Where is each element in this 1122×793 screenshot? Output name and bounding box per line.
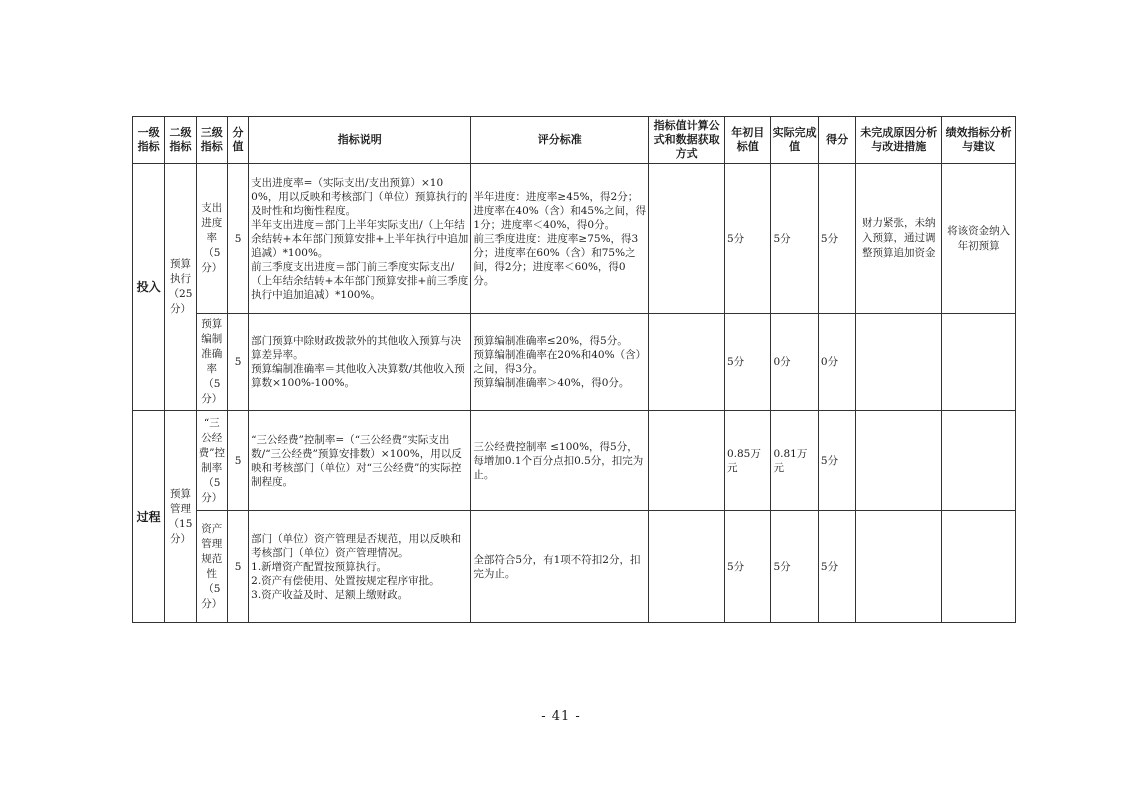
- level2-cell: 预算管理（15分）: [165, 411, 196, 623]
- score-cell: 5: [227, 411, 248, 511]
- actual-cell: 5分: [771, 511, 818, 623]
- header-formula: 指标值计算公式和数据获取方式: [649, 117, 725, 164]
- table-row: [133, 314, 1016, 411]
- page-number: - 41 -: [541, 709, 581, 724]
- reason-cell: [856, 511, 942, 623]
- advice-cell: 将该资金纳入年初预算: [942, 164, 1016, 314]
- got-cell: 5分: [818, 164, 855, 314]
- standard-cell: 三公经费控制率 ≤100%，得5分，每增加0.1个百分点扣0.5分，扣完为止。: [471, 411, 649, 511]
- advice-cell: [942, 411, 1016, 511]
- table-row: [133, 411, 1016, 511]
- level3-cell: 支出进度率（5分）: [196, 164, 227, 314]
- target-cell: 0.85万元: [724, 411, 770, 511]
- header-got: 得分: [818, 117, 855, 164]
- header-level2: 二级指标: [165, 117, 196, 164]
- standard-cell: 半年进度：进度率≥45%，得2分；进度率在40%（含）和45%之间，得1分；进度率＜40%，得0分。 前三季度进度：进度率≥75%，得3分；进度率在60%（含）和75%之间，得2分；进度率＜60%，得0分。: [471, 164, 649, 314]
- got-cell: 5分: [818, 411, 855, 511]
- actual-cell: 5分: [771, 164, 818, 314]
- reason-cell: 财力紧张，未纳入预算，通过调整预算追加资金: [856, 164, 942, 314]
- table-row: [133, 164, 1016, 314]
- target-cell: 5分: [724, 511, 770, 623]
- table-header-row: [133, 117, 1016, 164]
- advice-cell: [942, 511, 1016, 623]
- header-score: 分值: [227, 117, 248, 164]
- header-level1: 一级指标: [133, 117, 165, 164]
- description-cell: 部门（单位）资产管理是否规范，用以反映和考核部门（单位）资产管理情况。 1.新增资产配置按预算执行。 2.资产有偿使用、处置按规定程序审批。 3.资产收益及时、足额上缴财政。: [249, 511, 471, 623]
- level3-cell: 资产管理规范性（5分）: [196, 511, 227, 623]
- description-cell: “三公经费”控制率=（“三公经费”实际支出数/“三公经费”预算安排数）×100%，用以反映和考核部门（单位）对“三公经费”的实际控制程度。: [249, 411, 471, 511]
- level3-cell: 预算编制准确率（5分）: [196, 314, 227, 411]
- level2-cell: 预算执行（25分）: [165, 164, 196, 411]
- reason-cell: [856, 411, 942, 511]
- actual-cell: 0分: [771, 314, 818, 411]
- table-row: [133, 511, 1016, 623]
- score-cell: 5: [227, 164, 248, 314]
- header-reason: 未完成原因分析与改进措施: [856, 117, 942, 164]
- header-description: 指标说明: [249, 117, 471, 164]
- level3-cell: “三公经费”控制率（5分）: [196, 411, 227, 511]
- description-cell: 部门预算中除财政拨款外的其他收入预算与决算差异率。 预算编制准确率＝其他收入决算数/其他收入预算数×100%-100%。: [249, 314, 471, 411]
- formula-cell: [649, 411, 725, 511]
- performance-indicator-table: [132, 116, 1016, 623]
- header-target: 年初目标值: [724, 117, 770, 164]
- description-cell: 支出进度率=（实际支出/支出预算）×100%，用以反映和考核部门（单位）预算执行的及时性和均衡性程度。 半年支出进度＝部门上半年实际支出/（上年结余结转+本年部门预算安排+上半年执行中追加追减）*100%。 前三季度支出进度＝部门前三季度实际支出/（上年结余结转+本年部门预算安排+前三季度执行中追加追减）*100%。: [249, 164, 471, 314]
- formula-cell: [649, 511, 725, 623]
- header-actual: 实际完成值: [771, 117, 818, 164]
- score-cell: 5: [227, 511, 248, 623]
- advice-cell: [942, 314, 1016, 411]
- level1-cell: 投入: [133, 164, 165, 411]
- standard-cell: 全部符合5分，有1项不符扣2分，扣完为止。: [471, 511, 649, 623]
- header-advice: 绩效指标分析与建议: [942, 117, 1016, 164]
- header-standard: 评分标准: [471, 117, 649, 164]
- level1-cell: 过程: [133, 411, 165, 623]
- actual-cell: 0.81万元: [771, 411, 818, 511]
- got-cell: 0分: [818, 314, 855, 411]
- formula-cell: [649, 314, 725, 411]
- got-cell: 5分: [818, 511, 855, 623]
- header-level3: 三级指标: [196, 117, 227, 164]
- standard-cell: 预算编制准确率≤20%，得5分。 预算编制准确率在20%和40%（含）之间，得3分。 预算编制准确率＞40%，得0分。: [471, 314, 649, 411]
- target-cell: 5分: [724, 164, 770, 314]
- reason-cell: [856, 314, 942, 411]
- formula-cell: [649, 164, 725, 314]
- score-cell: 5: [227, 314, 248, 411]
- target-cell: 5分: [724, 314, 770, 411]
